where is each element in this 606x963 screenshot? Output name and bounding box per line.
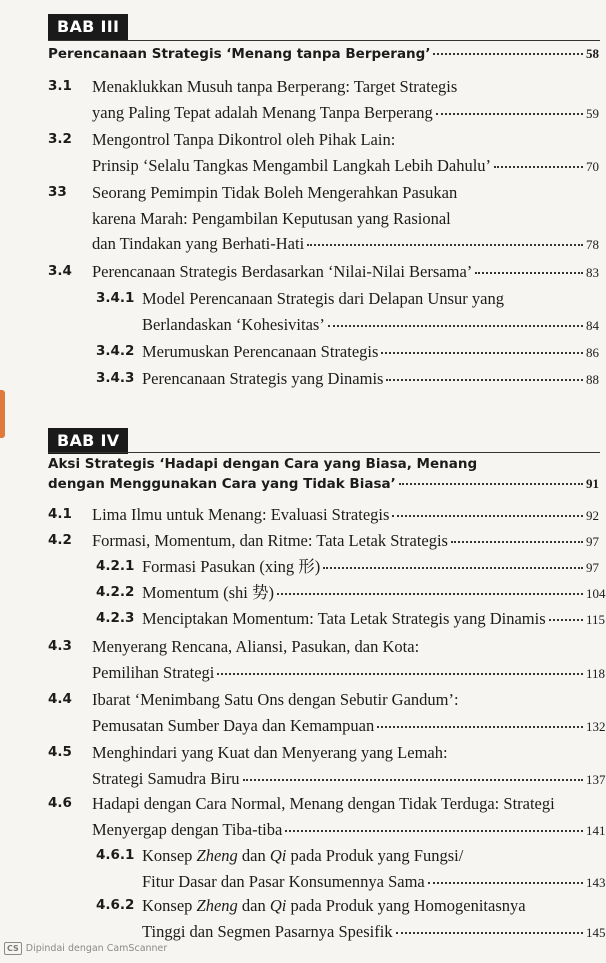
section-title-line: Konsep Zheng dan Qi pada Produk yang Fungsi/	[142, 846, 464, 865]
page-number: 59	[586, 105, 599, 121]
section-number: 4.2.1	[96, 558, 135, 574]
section-number: 3.4.2	[96, 343, 135, 359]
section-title-line: Perencanaan Strategis Berdasarkan ‘Nilai-Nilai Bersama’	[92, 262, 473, 281]
section-title-line: Pemusatan Sumber Daya dan Kemampuan	[92, 715, 375, 735]
section-number: 4.3	[48, 638, 72, 654]
page-number: 97	[586, 534, 599, 549]
toc-entry-4-5	[48, 740, 606, 792]
dot-leader	[451, 541, 583, 543]
page-number: 78	[586, 237, 599, 252]
dot-leader	[428, 882, 583, 884]
chapter-title-text: Aksi Strategis ‘Hadapi dengan Cara yang Biasa, Menang	[48, 456, 478, 472]
page-number: 118	[586, 665, 606, 681]
toc-entry-4-4	[48, 687, 606, 739]
toc-entry-4-2-2	[96, 580, 606, 607]
page-number: 145	[586, 924, 606, 940]
dot-leader	[217, 673, 583, 675]
dot-leader	[377, 726, 583, 728]
section-number: 4.6.2	[96, 897, 135, 913]
toc-entry-4-3	[48, 634, 606, 686]
section-number: 4.6	[48, 795, 72, 811]
section-title-line: Seorang Pemimpin Tidak Boleh Mengerahkan Pasukan	[92, 183, 458, 202]
toc-entry-3-2	[48, 127, 600, 179]
toc-entry-3-4-1	[96, 286, 600, 338]
dot-leader	[436, 113, 583, 115]
section-number: 4.6.1	[96, 847, 135, 863]
section-title-line: Menaklukkan Musuh tanpa Berperang: Target Strategis	[92, 77, 458, 96]
dot-leader	[285, 830, 583, 832]
page-number: 86	[586, 345, 599, 360]
section-number: 4.4	[48, 691, 72, 707]
dot-leader	[328, 325, 583, 327]
section-title-line: Menciptakan Momentum: Tata Letak Strategis yang Dinamis	[142, 609, 546, 628]
page-number: 143	[586, 874, 606, 890]
toc-entry-4-1	[48, 502, 600, 529]
page-number: 104	[586, 586, 606, 601]
page-number: 70	[586, 158, 599, 174]
toc-entry-4-6-2	[96, 893, 606, 945]
section-number: 4.5	[48, 744, 72, 760]
section-title-line: Strategi Samudra Biru	[92, 768, 240, 788]
section-title-line: Tinggi dan Segmen Pasarnya Spesifik	[142, 921, 393, 941]
dot-leader	[433, 53, 583, 55]
chapter-title-text: dengan Menggunakan Cara yang Tidak Biasa’	[48, 476, 396, 492]
dot-leader	[549, 619, 583, 621]
page-number: 115	[586, 612, 606, 627]
toc-entry-4-2-1	[96, 554, 600, 581]
chapter-title-text: Perencanaan Strategis ‘Menang tanpa Berperang’	[48, 46, 431, 62]
section-title-line: Menyergap dengan Tiba-tiba	[92, 819, 283, 839]
section-title-line: Formasi Pasukan (xing 形)	[142, 557, 321, 576]
chapter-badge-3: BAB III	[48, 14, 128, 40]
section-title-line: Model Perencanaan Strategis dari Delapan Unsur yang	[142, 289, 504, 308]
toc-entry-3-3	[48, 180, 600, 258]
chapter-badge-4: BAB IV	[48, 428, 128, 454]
page-number: 141	[586, 822, 606, 838]
section-title-line: Menghindari yang Kuat dan Menyerang yang Lemah:	[92, 743, 448, 762]
section-title-line: Pemilihan Strategi	[92, 662, 215, 682]
section-title-line: Berlandaskan ‘Kohesivitas’	[142, 314, 325, 334]
chapter-title-4	[48, 455, 600, 494]
section-title-line: Konsep Zheng dan Qi pada Produk yang Homogenitasnya	[142, 896, 526, 915]
section-title-line: Hadapi dengan Cara Normal, Menang dengan Tidak Terduga: Strategi	[92, 794, 555, 813]
dot-leader	[277, 593, 583, 595]
dot-leader	[396, 932, 583, 934]
section-title-line: Ibarat ‘Menimbang Satu Ons dengan Sebutir Gandum’:	[92, 690, 459, 709]
page-number: 58	[586, 46, 599, 61]
section-number: 3.4	[48, 263, 72, 279]
toc-entry-3-1	[48, 74, 600, 126]
chapter-rule-3	[48, 40, 600, 41]
dot-leader	[307, 244, 583, 246]
section-title-line: Fitur Dasar dan Pasar Konsumennya Sama	[142, 871, 425, 891]
toc-entry-4-6	[48, 791, 606, 843]
page-number: 88	[586, 372, 599, 387]
dot-leader	[323, 567, 583, 569]
section-number: 3.4.3	[96, 370, 135, 386]
section-title-line: dan Tindakan yang Berhati-Hati	[92, 234, 305, 253]
section-title-line: Formasi, Momentum, dan Ritme: Tata Letak Strategis	[92, 531, 448, 550]
dot-leader	[392, 515, 583, 517]
dot-leader	[475, 272, 583, 274]
toc-entry-4-2	[48, 528, 600, 555]
section-number: 4.2	[48, 532, 72, 548]
page-number: 83	[586, 265, 599, 280]
page-edge-tab	[0, 390, 5, 438]
dot-leader	[243, 779, 583, 781]
camscanner-logo-icon: CS	[4, 942, 22, 955]
section-number: 4.2.2	[96, 584, 135, 600]
page-number: 92	[586, 508, 599, 523]
dot-leader	[386, 379, 583, 381]
page-number: 132	[586, 718, 606, 734]
chapter-title-3	[48, 46, 600, 62]
section-title-line: yang Paling Tepat adalah Menang Tanpa Berperang	[92, 102, 433, 122]
section-title-line: Perencanaan Strategis yang Dinamis	[142, 369, 384, 388]
section-number: 3.4.1	[96, 290, 135, 306]
section-title-line: Prinsip ‘Selalu Tangkas Mengambil Langkah Lebih Dahulu’	[92, 155, 492, 175]
page-number: 91	[586, 476, 599, 491]
section-title-line: Lima Ilmu untuk Menang: Evaluasi Strategis	[92, 505, 390, 524]
section-title-line: Menyerang Rencana, Aliansi, Pasukan, dan Kota:	[92, 637, 420, 656]
toc-entry-4-2-3	[96, 606, 606, 633]
toc-entry-4-6-1	[96, 843, 606, 895]
section-number: 4.2.3	[96, 610, 135, 626]
section-number: 3.1	[48, 78, 72, 94]
toc-entry-3-4-2	[96, 339, 600, 366]
section-number: 4.1	[48, 506, 72, 522]
section-number: 3.2	[48, 131, 72, 147]
toc-entry-3-4-3	[96, 366, 600, 393]
section-title-line: Merumuskan Perencanaan Strategis	[142, 342, 379, 361]
toc-entry-3-4	[48, 259, 600, 286]
dot-leader	[494, 166, 583, 168]
page-number: 84	[586, 317, 599, 333]
chapter-rule-4	[48, 452, 600, 453]
section-title-line: Momentum (shi 势)	[142, 583, 274, 602]
page-number: 97	[586, 560, 599, 575]
dot-leader	[399, 483, 583, 485]
section-number: 33	[48, 184, 67, 200]
watermark-text: Dipindai dengan CamScanner	[25, 943, 168, 954]
dot-leader	[381, 352, 583, 354]
page-number: 137	[586, 771, 606, 787]
scanner-watermark	[4, 942, 167, 955]
section-title-line: karena Marah: Pengambilan Keputusan yang Rasional	[92, 208, 451, 228]
section-title-line: Mengontrol Tanpa Dikontrol oleh Pihak Lain:	[92, 130, 396, 149]
